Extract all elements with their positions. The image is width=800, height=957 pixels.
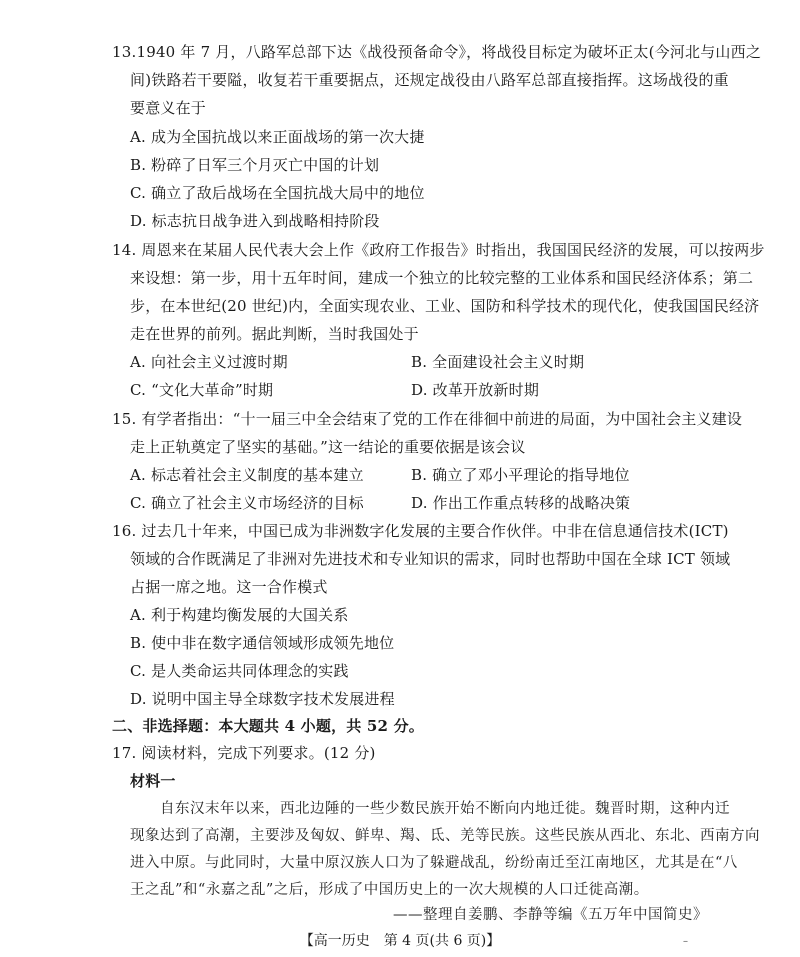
q15-line-1: 15. 有学者指出：“十一届三中全会结束了党的工作在徘徊中前进的局面，为中国社会主义建设	[112, 410, 743, 428]
q13-option-b: B. 粉碎了日军三个月灭亡中国的计划	[130, 156, 380, 174]
q13-option-a: A. 成为全国抗战以来正面战场的第一次大捷	[130, 128, 425, 146]
q13-option-c: C. 确立了敌后战场在全国抗战大局中的地位	[130, 184, 425, 202]
q17-prompt: 17. 阅读材料，完成下列要求。(12 分)	[112, 744, 376, 762]
q15-option-a: A. 标志着社会主义制度的基本建立	[130, 466, 364, 484]
q13-line-1: 13.1940 年 7 月，八路军总部下达《战役预备命令》，将战役目标定为破坏正太(今河北与山西之	[112, 43, 762, 61]
material-line-4: 王之乱”和“永嘉之乱”之后，形成了中国历史上的一次大规模的人口迁徙高潮。	[130, 882, 649, 898]
q13-line-3: 要意义在于	[130, 99, 207, 117]
material-source: ——整理自姜鹏、李静等编《五万年中国简史》	[393, 907, 708, 923]
q16-option-d: D. 说明中国主导全球数字技术发展进程	[130, 690, 395, 708]
page-footer: 【高一历史 第 4 页(共 6 页)】	[299, 933, 501, 949]
q16-option-b: B. 使中非在数字通信领域形成领先地位	[130, 634, 395, 652]
q16-option-a: A. 利于构建均衡发展的大国关系	[130, 606, 349, 624]
section-heading: 二、非选择题：本大题共 4 小题，共 52 分。	[112, 717, 425, 735]
q14-option-d: D. 改革开放新时期	[411, 381, 540, 399]
corner-mark: –	[683, 936, 688, 947]
material-line-2: 现象达到了高潮，主要涉及匈奴、鲜卑、羯、氐、羌等民族。这些民族从西北、东北、西南方向	[130, 828, 760, 844]
q14-line-3: 步，在本世纪(20 世纪)内，全面实现农业、工业、国防和科学技术的现代化，使我国国民经济	[130, 297, 760, 315]
material-line-3: 进入中原。与此同时，大量中原汉族人口为了躲避战乱，纷纷南迁至江南地区，尤其是在“八	[130, 855, 738, 871]
q13-line-2: 间)铁路若干要隘，收复若干重要据点，还规定战役由八路军总部直接指挥。这场战役的重	[130, 71, 729, 89]
q16-line-2: 领域的合作既满足了非洲对先进技术和专业知识的需求，同时也帮助中国在全球 ICT 领域	[130, 550, 731, 568]
q15-option-b: B. 确立了邓小平理论的指导地位	[411, 466, 630, 484]
q15-option-c: C. 确立了社会主义市场经济的目标	[130, 494, 364, 512]
q16-line-3: 占据一席之地。这一合作模式	[130, 578, 328, 596]
q14-line-1: 14. 周恩来在某届人民代表大会上作《政府工作报告》时指出，我国国民经济的发展，可以按两步	[112, 241, 765, 259]
q13-option-d: D. 标志抗日战争进入到战略相持阶段	[130, 212, 380, 230]
q15-option-d: D. 作出工作重点转移的战略决策	[411, 494, 631, 512]
q16-line-1: 16. 过去几十年来，中国已成为非洲数字化发展的主要合作伙伴。中非在信息通信技术(ICT)	[112, 522, 729, 540]
q14-option-b: B. 全面建设社会主义时期	[411, 353, 585, 371]
material-title: 材料一	[130, 772, 176, 790]
material-line-1: 自东汉末年以来，西北边陲的一些少数民族开始不断向内地迁徙。魏晋时期，这种内迁	[160, 801, 730, 817]
q16-option-c: C. 是人类命运共同体理念的实践	[130, 662, 349, 680]
q14-option-c: C. “文化大革命”时期	[130, 381, 274, 399]
q14-line-4: 走在世界的前列。据此判断，当时我国处于	[130, 325, 419, 343]
q14-line-2: 来设想：第一步，用十五年时间，建成一个独立的比较完整的工业体系和国民经济体系；第二	[130, 269, 754, 287]
q15-line-2: 走上正轨奠定了坚实的基础。”这一结论的重要依据是该会议	[130, 438, 526, 456]
q14-option-a: A. 向社会主义过渡时期	[130, 353, 288, 371]
